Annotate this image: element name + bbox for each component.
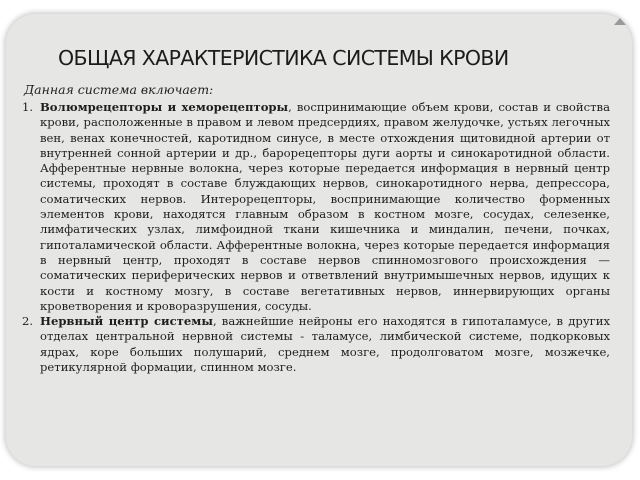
list-item xyxy=(22,314,610,375)
slide-intro: Данная система включает: xyxy=(24,82,214,97)
item-text: , воспринимающие объем крови, состав и свойства крови, расположенные в правом и левом предсердиях, правом желудочке, устьях легочных вен, венах конечностей, каротидном синусе, в месте отхождения щитовидной артерии от внутренней сонной артерии и др., барорецепторы дуги аорты и синокаротидной области. Афферентные нервные волокна, через которые передается информация в нервный центр системы, проходят в составе блуждающих нервов, синокаротидного нерва, депрессора, соматических нервов. Интерорецепторы, воспринимающие количество форменных элементов крови, находятся главным образом в костном мозге, сосудах, селезенке, лимфатических узлах, лимфоидной ткани кишечника и миндалин, печени, почках, гипоталамической области. Афферентные волокна, через которые передается информация в нервный центр, проходят в составе нервов спинномозгового происхождения — соматических периферических нервов и ответвлений внутримышечных нервов, идущих к кости и костному мозгу, в составе вегетативных нервов, иннервирующих органы кроветворения и кроворазрушения, сосуды. xyxy=(40,100,610,313)
item-number: 2. xyxy=(22,314,34,329)
list-item xyxy=(22,100,610,314)
item-text: , важнейшие нейроны его находятся в гипоталамусе, в других отделах центральной нервной системы - таламусе, лимбической системе, подкорковых ядрах, коре больших полушарий, среднем мозге, продолговатом мозге, мозжечке, ретикулярной формации, спинном мозге. xyxy=(40,314,610,375)
item-number: 1. xyxy=(22,100,34,114)
slide-title: ОБЩАЯ ХАРАКТЕРИСТИКА СИСТЕМЫ КРОВИ xyxy=(58,46,509,70)
page-corner-icon xyxy=(614,18,626,25)
item-lead: Волюмрецепторы и хеморецепторы xyxy=(40,100,289,114)
item-lead: Нервный центр системы xyxy=(40,314,213,329)
slide-content xyxy=(22,100,610,375)
